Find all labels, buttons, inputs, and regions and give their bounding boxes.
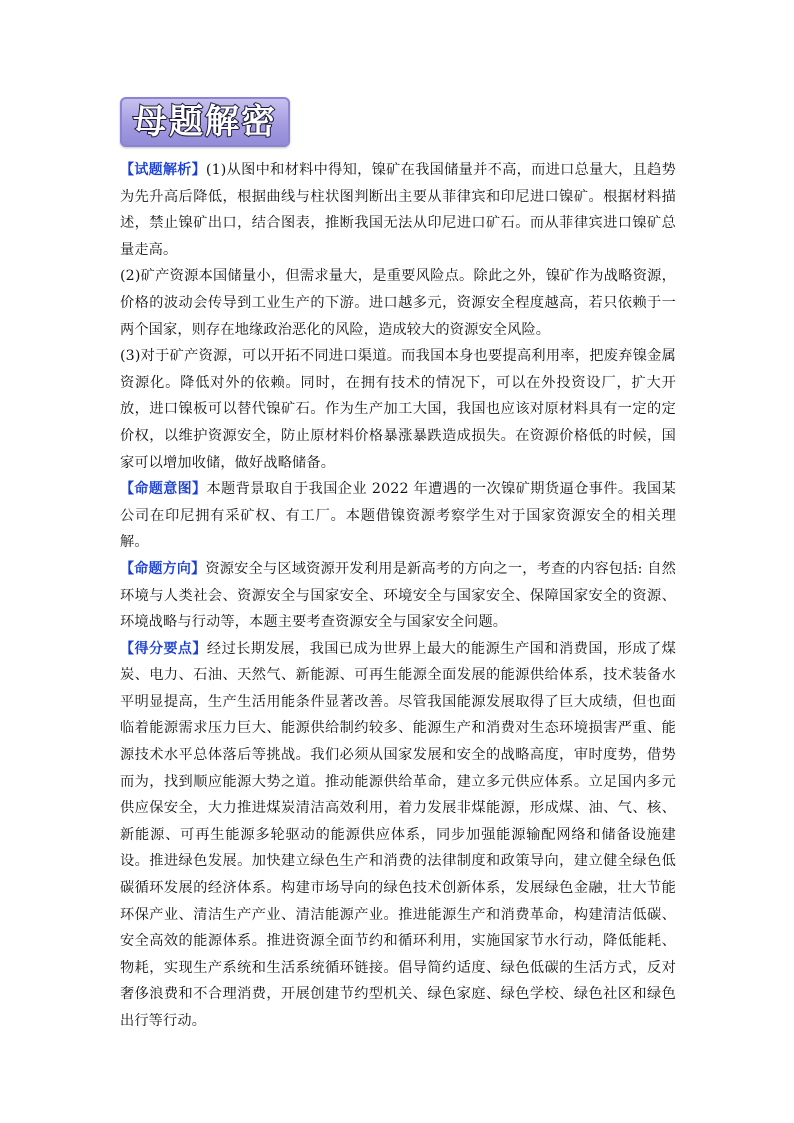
analysis-text-1: (1)从图中和材料中得知，镍矿在我国储量并不高，而进口总量大，且趋势为先升高后降低，根据曲线与柱状图判断出主要从菲律宾和印尼进口镍矿。根据材料描述，禁止镍矿出口，结合图表，推断我国无法从印尼进口矿石。而从菲律宾进口镍矿总量走高。 bbox=[120, 162, 676, 258]
analysis-paragraph-3 bbox=[120, 343, 676, 476]
analysis-paragraph-1 bbox=[120, 157, 676, 263]
direction-paragraph bbox=[120, 556, 676, 636]
keypoints-text: 经过长期发展，我国已成为世界上最大的能源生产国和消费国，形成了煤炭、电力、石油、天然气、新能源、可再生能源全面发展的能源供给体系，技术装备水平明显提高，生产生活用能条件显著改善。尽管我国能源发展取得了巨大成绩，但也面临着能源需求压力巨大、能源供给制约较多、能源生产和消费对生态环境损害严重、能源技术水平总体落后等挑战。我们必须从国家发展和安全的战略高度，审时度势，借势而为，找到顺应能源大势之道。推动能源供给革命，建立多元供应体系。立足国内多元供应保安全，大力推进煤炭清洁高效利用，着力发展非煤能源，形成煤、油、气、核、新能源、可再生能源多轮驱动的能源供应体系，同步加强能源输配网络和储备设施建设。推进绿色发展。加快建立绿色生产和消费的法律制度和政策导向，建立健全绿色低碳循环发展的经济体系。构建市场导向的绿色技术创新体系，发展绿色金融，壮大节能环保产业、清洁生产产业、清洁能源产业。推进能源生产和消费革命，构建清洁低碳、安全高效的能源体系。推进资源全面节约和循环利用，实施国家节水行动，降低能耗、物耗，实现生产系统和生活系统循环链接。倡导简约适度、绿色低碳的生活方式，反对奢侈浪费和不合理消费，开展创建节约型机关、绿色家庭、绿色学校、绿色社区和绿色出行等行动。 bbox=[120, 640, 676, 1029]
direction-tag: 【命题方向】 bbox=[120, 560, 206, 577]
intent-paragraph bbox=[120, 476, 676, 556]
banner-title: 母题解密 bbox=[133, 102, 277, 142]
answer-content bbox=[120, 157, 676, 1035]
keypoints-paragraph bbox=[120, 636, 676, 1035]
section-banner bbox=[120, 97, 290, 147]
analysis-text-2: (2)矿产资源本国储量小，但需求量大，是重要风险点。除此之外，镍矿作为战略资源，价格的波动会传导到工业生产的下游。进口越多元，资源安全程度越高，若只依赖于一两个国家，则存在地缘政治恶化的风险，造成较大的资源安全风险。 bbox=[120, 268, 676, 338]
analysis-text-3: (3)对于矿产资源，可以开拓不同进口渠道。而我国本身也要提高利用率，把废弃镍金属资源化。降低对外的依赖。同时，在拥有技术的情况下，可以在外投资设厂，扩大开放，进口镍板可以替代镍矿石。作为生产加工大国，我国也应该对原材料具有一定的定价权，以维护资源安全，防止原材料价格暴涨暴跌造成损失。在资源价格低的时候，国家可以增加收储，做好战略储备。 bbox=[120, 348, 676, 471]
intent-tag: 【命题意图】 bbox=[120, 481, 207, 498]
intent-text: 本题背景取自于我国企业 2022 年遭遇的一次镍矿期货逼仓事件。我国某公司在印尼拥有采矿权、有工厂。本题借镍资源考察学生对于国家资源安全的相关理解。 bbox=[120, 481, 676, 551]
analysis-paragraph-2 bbox=[120, 263, 676, 343]
keypoints-tag: 【得分要点】 bbox=[120, 640, 207, 657]
analysis-tag: 【试题解析】 bbox=[120, 162, 206, 178]
direction-text: 资源安全与区域资源开发利用是新高考的方向之一，考查的内容包括: 自然环境与人类社会、资源安全与国家安全、环境安全与国家安全、保障国家安全的资源、环境战略与行动等，本题主要考查资源安全与国家安全问题。 bbox=[120, 560, 676, 631]
